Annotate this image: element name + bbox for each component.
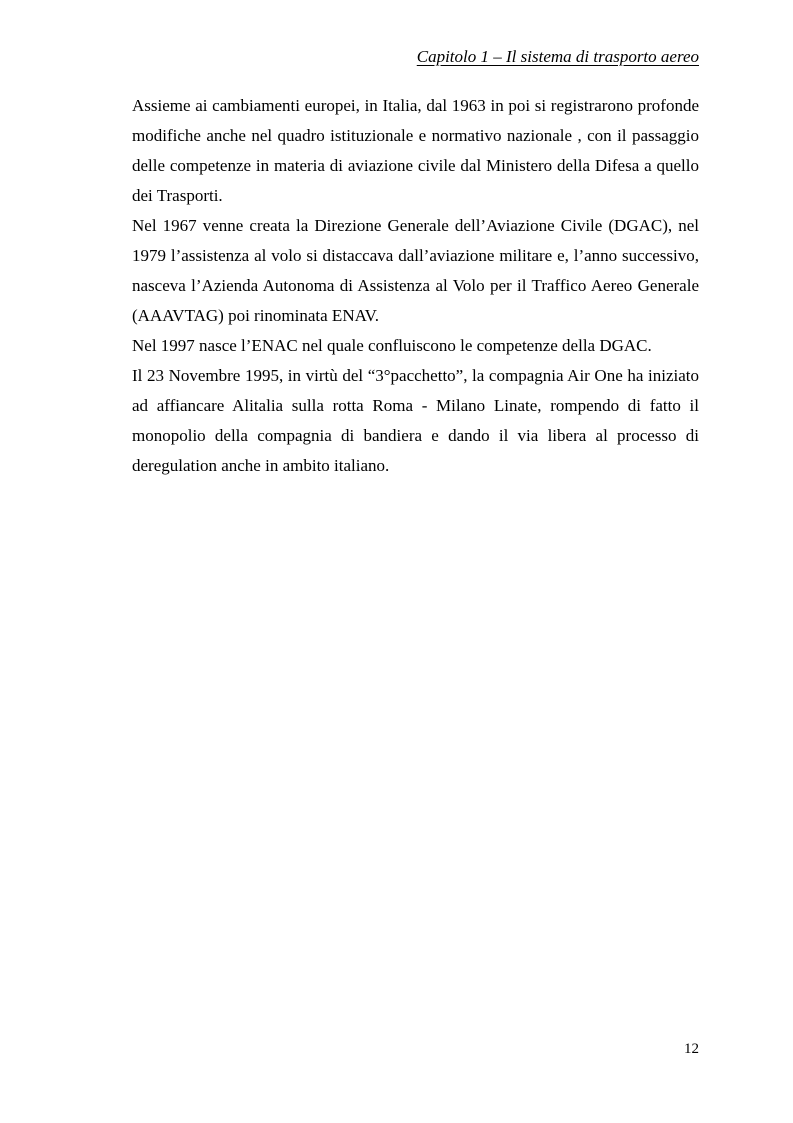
paragraph-ministry-changes: Assieme ai cambiamenti europei, in Italia, dal 1963 in poi si registrarono profonde modifiche anche nel quadro istituzionale e normativo nazionale , con il passaggio delle competenze in materia di aviazione civile dal Ministero della Difesa a quello dei Trasporti. — [132, 96, 699, 205]
page-number: 12 — [684, 1041, 699, 1057]
body-text — [132, 91, 699, 481]
paragraph-enac: Nel 1997 nasce l’ENAC nel quale confluiscono le competenze della DGAC. — [132, 336, 652, 355]
paragraph-air-one: Il 23 Novembre 1995, in virtù del “3°pacchetto”, la compagnia Air One ha iniziato ad affiancare Alitalia sulla rotta Roma - Milano Linate, rompendo di fatto il monopolio della compagnia di bandiera e dando il via libera al processo di deregulation anche in ambito italiano. — [132, 366, 699, 475]
chapter-title: Capitolo 1 – Il sistema di trasporto aereo — [416, 47, 699, 66]
paragraph-dgac-enav: Nel 1967 venne creata la Direzione Generale dell’Aviazione Civile (DGAC), nel 1979 l’assistenza al volo si distaccava dall’aviazione militare e, l’anno successivo, nasceva l’Azienda Autonoma di Assistenza al Volo per il Traffico Aereo Generale (AAAVTAG) poi rinominata ENAV. — [132, 216, 699, 325]
running-header — [132, 46, 699, 68]
